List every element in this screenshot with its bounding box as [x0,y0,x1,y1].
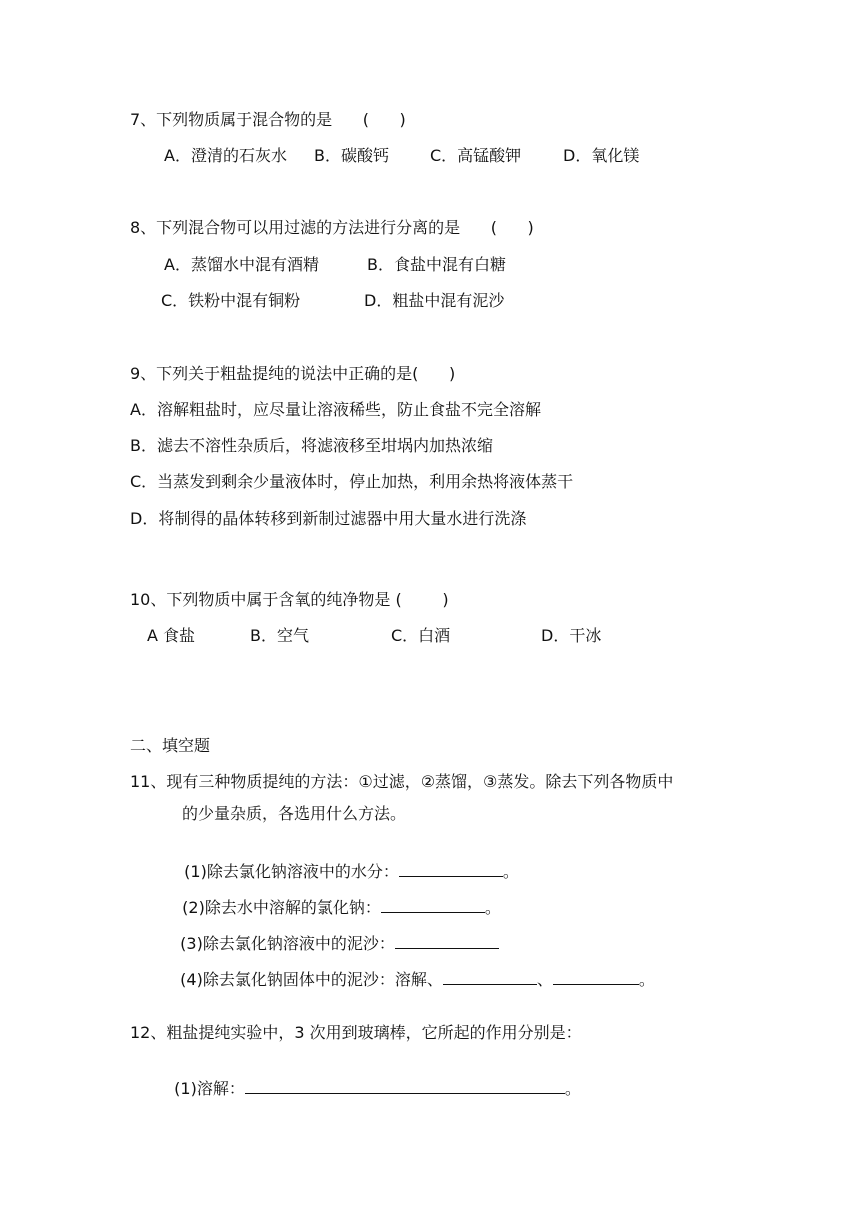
q12-part1-blank[interactable] [245,1079,565,1094]
q11-part4-sep: 、 [536,970,553,989]
q10-option-c: C．白酒 [391,626,451,645]
q11-part4-label: (4)除去氯化钠固体中的泥沙：溶解、 [180,970,443,989]
q12-part1-end: 。 [564,1079,581,1098]
q9-option-d: D．将制得的晶体转移到新制过滤器中用大量水进行洗涤 [130,509,527,528]
q11-part4-end: 。 [638,970,655,989]
q9-stem: 9、下列关于粗盐提纯的说法中正确的是( ) [130,364,456,383]
q12-part1-label: (1)溶解： [174,1079,245,1098]
q9-option-a: A．溶解粗盐时，应尽量让溶液稀些，防止食盐不完全溶解 [130,400,541,419]
q11-part1-end: 。 [502,862,519,881]
q11-part3-blank[interactable] [395,934,499,949]
q11-part1-label: (1)除去氯化钠溶液中的水分： [184,862,399,881]
q7-option-d: D．氧化镁 [563,146,640,165]
q8-option-a: A．蒸馏水中混有酒精 [164,255,319,274]
q10-option-b: B．空气 [250,626,309,645]
q12-part1 [164,1059,581,1099]
q11-part4-blank-2[interactable] [553,970,639,985]
q7-option-b: B．碳酸钙 [314,146,389,165]
q8-option-b: B．食盐中混有白糖 [367,255,506,274]
q11-part2-blank[interactable] [381,898,485,913]
q8-stem: 8、下列混合物可以用过滤的方法进行分离的是 ( ) [130,218,534,237]
q12-stem: 12、粗盐提纯实验中，3 次用到玻璃棒，它所起的作用分别是： [130,1023,582,1042]
q11-part2 [172,878,501,918]
q7-option-a: A．澄清的石灰水 [164,146,287,165]
q11-part4 [170,950,655,990]
q9-option-b: B．滤去不溶性杂质后，将滤液移至坩埚内加热浓缩 [130,436,493,455]
q11-part2-end: 。 [484,898,501,917]
q11-part4-blank-1[interactable] [443,970,537,985]
q10-stem: 10、下列物质中属于含氧的纯净物是 ( ) [130,590,449,609]
q11-part3-label: (3)除去氯化钠溶液中的泥沙： [180,934,395,953]
q11-stem-cont: 的少量杂质，各选用什么方法。 [182,804,407,823]
q8-option-d: D．粗盐中混有泥沙 [364,291,505,310]
q11-part2-label: (2)除去水中溶解的氯化钠： [182,898,381,917]
q8-option-c: C．铁粉中混有铜粉 [161,291,301,310]
q9-option-c: C．当蒸发到剩余少量液体时，停止加热，利用余热将液体蒸干 [130,472,574,491]
section-title: 二、填空题 [130,736,211,755]
q7-stem: 7、下列物质属于混合物的是 ( ) [130,110,406,129]
q11-part1 [174,842,519,882]
q7-option-c: C．高锰酸钾 [430,146,522,165]
q11-stem: 11、现有三种物质提纯的方法：①过滤，②蒸馏，③蒸发。除去下列各物质中 [130,772,674,791]
q11-part3 [170,914,499,954]
q10-option-a: A 食盐 [147,626,196,645]
q10-option-d: D．干冰 [541,626,602,645]
q11-part1-blank[interactable] [399,862,503,877]
